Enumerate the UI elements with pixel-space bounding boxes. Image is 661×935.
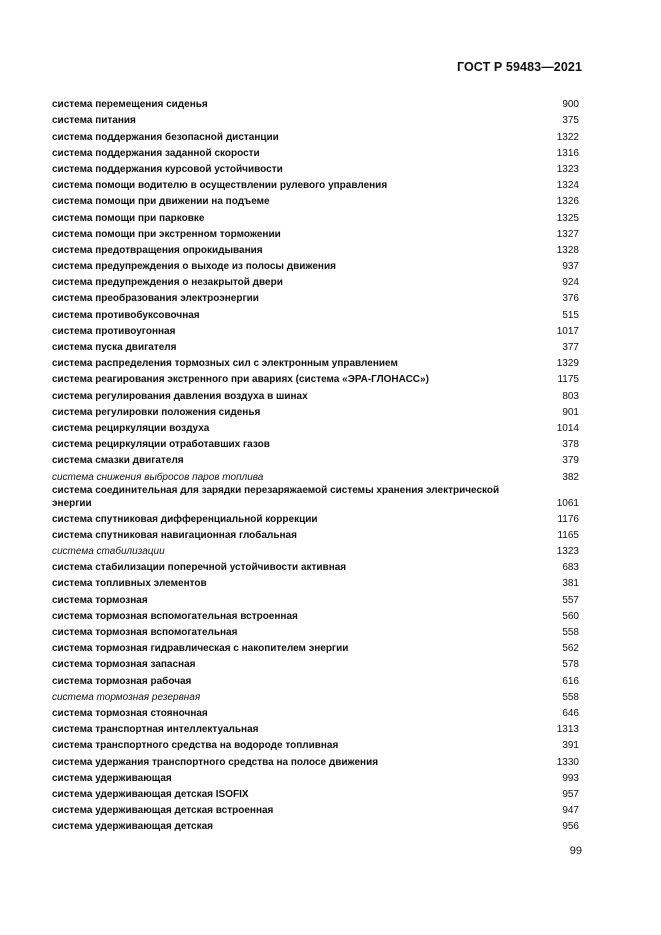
index-entry: [52, 338, 579, 354]
index-term: система рециркуляции воздуха: [52, 422, 210, 434]
index-term: система регулировки положения сиденья: [52, 406, 261, 418]
index-page-ref: 562: [562, 643, 579, 655]
index-term: система стабилизации поперечной устойчивости активная: [52, 562, 347, 574]
index-page-ref: 1313: [556, 724, 579, 736]
index-page-ref: 578: [562, 659, 579, 671]
index-term: система помощи при парковке: [52, 212, 205, 224]
index-page-ref: 924: [562, 277, 579, 289]
index-page-ref: 1328: [556, 244, 579, 256]
index-entry: [52, 639, 579, 655]
index-term: система удерживающая детская: [52, 821, 213, 833]
index-entry: [52, 403, 579, 419]
index-term: система пуска двигателя: [52, 342, 177, 353]
index-term: система стабилизации: [52, 546, 165, 558]
index-page-ref: 1316: [556, 147, 579, 159]
index-term: система предупреждения о выходе из полосы движения: [52, 261, 336, 273]
index-term: система спутниковая дифференциальной коррекции: [52, 513, 318, 525]
index-entry: [52, 542, 579, 558]
index-page-ref: 382: [562, 471, 579, 483]
index-page-ref: 558: [562, 691, 579, 703]
index-page-ref: 956: [562, 821, 579, 833]
index-page-ref: 1324: [556, 180, 579, 192]
index-page-ref: 560: [562, 610, 579, 622]
index-page-ref: 377: [562, 342, 579, 353]
index-page-ref: 646: [562, 707, 579, 719]
index-entry: [52, 176, 579, 192]
index-entry: [52, 419, 579, 435]
index-entry: [52, 289, 579, 305]
index-term: система транспортного средства на водороде топливная: [52, 740, 339, 752]
index-page-ref: 1323: [556, 546, 579, 558]
index-page-ref: 1014: [556, 422, 579, 434]
index-page-ref: 378: [562, 439, 579, 451]
index-term: система противоугонная: [52, 325, 176, 337]
index-term: система спутниковая навигационная глобальная: [52, 529, 297, 541]
index-term: система топливных элементов: [52, 578, 207, 590]
index-page-ref: 947: [562, 805, 579, 817]
index-term: система удерживающая детская встроенная: [52, 805, 274, 817]
index-entry: [52, 225, 579, 241]
index-entry: [52, 785, 579, 801]
index-page-ref: 1176: [557, 513, 579, 525]
index-entry: [52, 704, 579, 720]
index-term: система поддержания безопасной дистанции: [52, 131, 279, 143]
index-term: система питания: [52, 115, 136, 127]
index-term: система удержания транспортного средства на полосе движения: [52, 756, 379, 768]
index-term: система смазки двигателя: [52, 455, 184, 467]
index-entry: [52, 241, 579, 257]
index-term: система поддержания курсовой устойчивости: [52, 163, 283, 175]
index-page-ref: 1175: [557, 374, 579, 386]
index-page-ref: 1329: [556, 358, 579, 370]
index-entry: [52, 451, 579, 467]
index-entry: [52, 688, 579, 704]
index-term: система тормозная вспомогательная: [52, 627, 238, 638]
index-entry: [52, 590, 579, 606]
index-page-ref: 993: [562, 772, 579, 784]
index-term: система помощи при экстренном торможении: [52, 228, 281, 240]
index-term: система удерживающая: [52, 772, 172, 784]
index-term: система регулирования давления воздуха в шинах: [52, 390, 308, 402]
index-entry: [52, 322, 579, 338]
index-entry: [52, 817, 579, 833]
index-entry: [52, 736, 579, 752]
index-page-ref: 900: [562, 99, 579, 111]
index-term: система рециркуляции отработавших газов: [52, 439, 270, 451]
index-page-ref: 683: [562, 562, 579, 574]
index-entry: [52, 720, 579, 736]
index-term: система предупреждения о незакрытой двери: [52, 277, 283, 289]
index-entry: [52, 623, 579, 639]
document-header: ГОСТ Р 59483—2021: [456, 60, 582, 74]
index-entry: [52, 769, 579, 785]
index-page-ref: 375: [562, 115, 579, 127]
index-term: система удерживающая детская ISOFIX: [52, 788, 249, 800]
index-term: система предотвращения опрокидывания: [52, 244, 263, 256]
index-term: система транспортная интеллектуальная: [52, 724, 259, 736]
index-term: система поддержания заданной скорости: [52, 147, 260, 159]
index-entry: [52, 526, 579, 542]
index-term: система реагирования экстренного при авариях (система «ЭРА-ГЛОНАСС»): [52, 374, 429, 386]
index-entry: [52, 370, 579, 386]
page-number: 99: [569, 845, 582, 857]
index-term: система тормозная стояночная: [52, 707, 208, 719]
index-entry: [52, 273, 579, 289]
index-page-ref: 1017: [556, 325, 579, 337]
index-entry: [52, 127, 579, 143]
index-entry: [52, 510, 579, 526]
index-page-ref: 1061: [556, 497, 579, 509]
index-term: система тормозная запасная: [52, 659, 196, 671]
index-page-ref: 957: [562, 788, 579, 800]
index-page-ref: 901: [562, 406, 579, 418]
index-entry: [52, 192, 579, 208]
index-entry: [52, 752, 579, 768]
index-page-ref: 391: [562, 740, 579, 752]
index-term: система помощи водителю в осуществлении рулевого управления: [52, 180, 388, 192]
index-page-ref: 1326: [556, 196, 579, 208]
index-entry: [52, 655, 579, 671]
index-entry: [52, 354, 579, 370]
index-page-ref: 376: [562, 293, 579, 305]
index-page-ref: 1165: [557, 529, 579, 541]
index-entry: [52, 95, 579, 111]
index-term: система тормозная вспомогательная встроенная: [52, 610, 298, 622]
index-page-ref: 515: [562, 309, 579, 321]
index-entry: [52, 671, 579, 687]
index-page-ref: 937: [562, 261, 579, 273]
index-page-ref: 1322: [556, 131, 579, 143]
index-term: система перемещения сиденья: [52, 99, 208, 111]
index-entry: [52, 144, 579, 160]
index-page-ref: 381: [562, 578, 579, 590]
index-term: система преобразования электроэнергии: [52, 293, 259, 305]
index-entry: [52, 467, 579, 483]
index-term: система тормозная гидравлическая с накопителем энергии: [52, 643, 349, 655]
index-entry: [52, 160, 579, 176]
index-page-ref: 616: [562, 675, 579, 687]
index-term: система помощи при движении на подъеме: [52, 196, 270, 208]
index-entry: [52, 435, 579, 451]
index-entry: [52, 801, 579, 817]
index-page-ref: 1325: [556, 212, 579, 224]
index-entry: [52, 305, 579, 321]
index-entry: [52, 111, 579, 127]
index-page-ref: 379: [562, 455, 579, 467]
index-page-ref: 558: [562, 627, 579, 638]
index-entry: [52, 558, 579, 574]
index-term: система тормозная рабочая: [52, 675, 192, 687]
index-term: система снижения выбросов паров топлива: [52, 471, 264, 483]
index-page-ref: 803: [562, 390, 579, 402]
index-page-ref: 557: [562, 594, 579, 606]
index-term: система противобуксовочная: [52, 309, 200, 321]
index-term: система соединительная для зарядки перезаряжаемой системы хранения электрической энергии: [52, 484, 500, 509]
index-term: система распределения тормозных сил с электронным управлением: [52, 358, 398, 370]
index-page-ref: 1327: [556, 228, 579, 240]
index-entry: [52, 386, 579, 402]
index-entry: [52, 574, 579, 590]
index-entry: [52, 484, 579, 510]
index-entry: [52, 208, 579, 224]
index-term: система тормозная резервная: [52, 691, 201, 703]
index-term: система тормозная: [52, 594, 148, 606]
index-entry: [52, 607, 579, 623]
index-page-ref: 1323: [556, 163, 579, 175]
index-entry: [52, 257, 579, 273]
index-list: [52, 95, 579, 833]
index-page-ref: 1330: [556, 756, 579, 768]
